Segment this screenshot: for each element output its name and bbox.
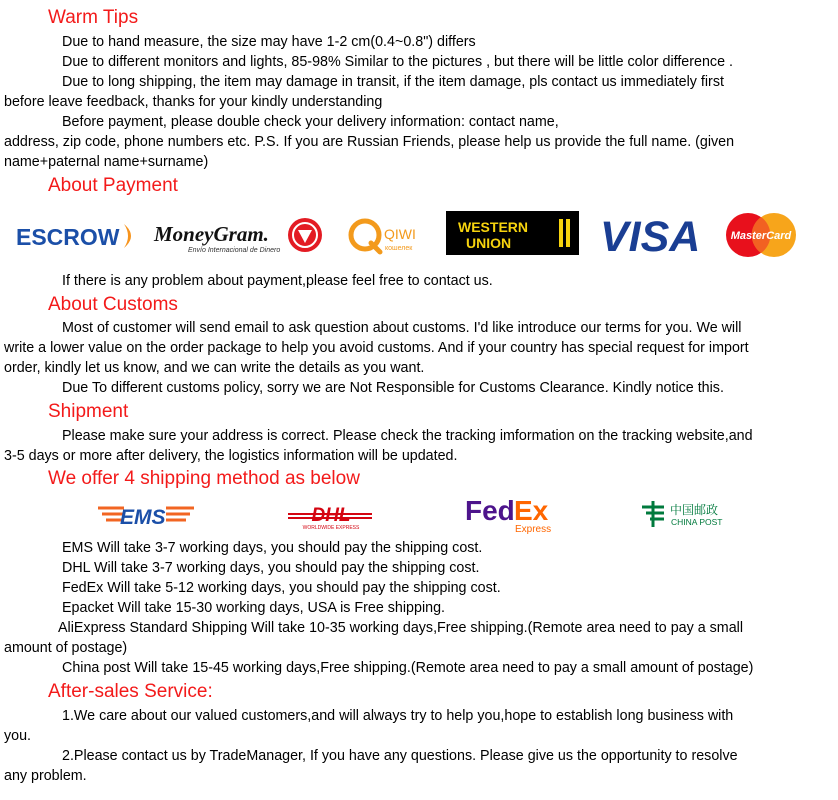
- after-sales-line-1: 1.We care about our valued customers,and will always try to help you,hope to establish long business with: [62, 708, 734, 724]
- heading-after-sales: After-sales Service:: [48, 681, 213, 702]
- visa-logo: [598, 208, 716, 258]
- svg-text:Envío Internacional de Dinero: Envío Internacional de Dinero: [188, 247, 281, 254]
- warm-tips-line-6: address, zip code, phone numbers etc. P.S. If you are Russian Friends, please help us provide the full name. (given: [4, 134, 735, 150]
- shipment-line-1: Please make sure your address is correct. Please check the tracking imformation on the tracking website,and: [62, 428, 753, 444]
- shipping-line-7: China post Will take 15-45 working days,Free shipping.(Remote area need to pay a small amount of postage): [62, 660, 754, 676]
- warm-tips-line-4: before leave feedback, thanks for your kindly understanding: [4, 94, 383, 110]
- qiwi-logo: [346, 214, 436, 258]
- warm-tips-line-3: Due to long shipping, the item may damage in transit, if the item damage, pls contact us immediately first: [62, 74, 724, 90]
- svg-text:VISA: VISA: [600, 213, 701, 258]
- svg-text:MasterCard: MasterCard: [730, 230, 792, 242]
- shipping-line-1: EMS Will take 3-7 working days, you should pay the shipping cost.: [62, 540, 483, 556]
- svg-text:UNION: UNION: [466, 235, 512, 251]
- svg-text:MoneyGram.: MoneyGram.: [154, 222, 269, 246]
- shipping-line-2: DHL Will take 3-7 working days, you should pay the shipping cost.: [62, 560, 480, 576]
- svg-text:QIWI: QIWI: [384, 226, 416, 242]
- moneygram-logo: [152, 212, 328, 260]
- svg-text:Fed: Fed: [465, 495, 515, 526]
- svg-text:Express: Express: [515, 524, 552, 535]
- after-sales-line-4: any problem.: [4, 768, 87, 784]
- shipping-line-5: AliExpress Standard Shipping Will take 10-35 working days,Free shipping.(Remote area need to pay a small: [58, 620, 744, 636]
- customs-line-2: write a lower value on the order package to help you avoid customs. And if your country has special request for import: [4, 340, 749, 356]
- fedex-logo: [463, 492, 559, 536]
- heading-about-payment: About Payment: [48, 175, 178, 196]
- western-union-logo: [446, 211, 579, 255]
- heading-shipment: Shipment: [48, 401, 129, 422]
- escrow-logo: [14, 214, 140, 258]
- heading-about-customs: About Customs: [48, 294, 178, 315]
- warm-tips-line-7: name+paternal name+surname): [4, 154, 209, 170]
- svg-text:Ex: Ex: [514, 495, 549, 526]
- mastercard-logo: [724, 211, 798, 259]
- after-sales-line-3: 2.Please contact us by TradeManager, If you have any questions. Please give us the opportunity to resolve: [62, 748, 738, 764]
- warm-tips-line-5: Before payment, please double check your delivery information: contact name,: [62, 114, 559, 130]
- after-sales-line-2: you.: [4, 728, 32, 744]
- svg-text:WESTERN: WESTERN: [458, 219, 528, 235]
- customs-line-4: Due To different customs policy, sorry we are Not Responsible for Customs Clearance. Kindly notice this.: [62, 380, 724, 396]
- warm-tips-line-2: Due to different monitors and lights, 85-98% Similar to the pictures , but there will be little color difference .: [62, 54, 733, 70]
- shipping-line-3: FedEx Will take 5-12 working days, you should pay the shipping cost.: [62, 580, 501, 596]
- svg-text:ESCROW: ESCROW: [16, 224, 120, 250]
- customs-line-3: order, kindly let us know, and we can write the details as you want.: [4, 360, 425, 376]
- customs-line-1: Most of customer will send email to ask question about customs. I'd like introduce our terms for you. We will: [62, 320, 742, 336]
- payment-note: If there is any problem about payment,please feel free to contact us.: [62, 273, 493, 289]
- svg-text:中国邮政: 中国邮政: [670, 503, 719, 517]
- shipping-line-4: Epacket Will take 15-30 working days, USA is Free shipping.: [62, 600, 446, 616]
- warm-tips-line-1: Due to hand measure, the size may have 1-2 cm(0.4~0.8") differs: [62, 34, 476, 50]
- dhl-logo: [286, 500, 376, 532]
- svg-text:EMS: EMS: [120, 506, 166, 529]
- svg-text:WORLDWIDE EXPRESS: WORLDWIDE EXPRESS: [302, 525, 360, 531]
- svg-text:CHINA POST: CHINA POST: [671, 517, 723, 527]
- shipment-line-2: 3-5 days or more after delivery, the logistics information will be updated.: [4, 448, 458, 464]
- heading-warm-tips: Warm Tips: [48, 7, 139, 28]
- ems-logo: [96, 499, 196, 533]
- heading-shipping-methods: We offer 4 shipping method as below: [48, 468, 360, 489]
- svg-text:DHL: DHL: [311, 505, 351, 526]
- shipping-line-6: amount of postage): [4, 640, 128, 656]
- svg-text:кошелек: кошелек: [385, 245, 413, 252]
- china-post-logo: [638, 497, 742, 531]
